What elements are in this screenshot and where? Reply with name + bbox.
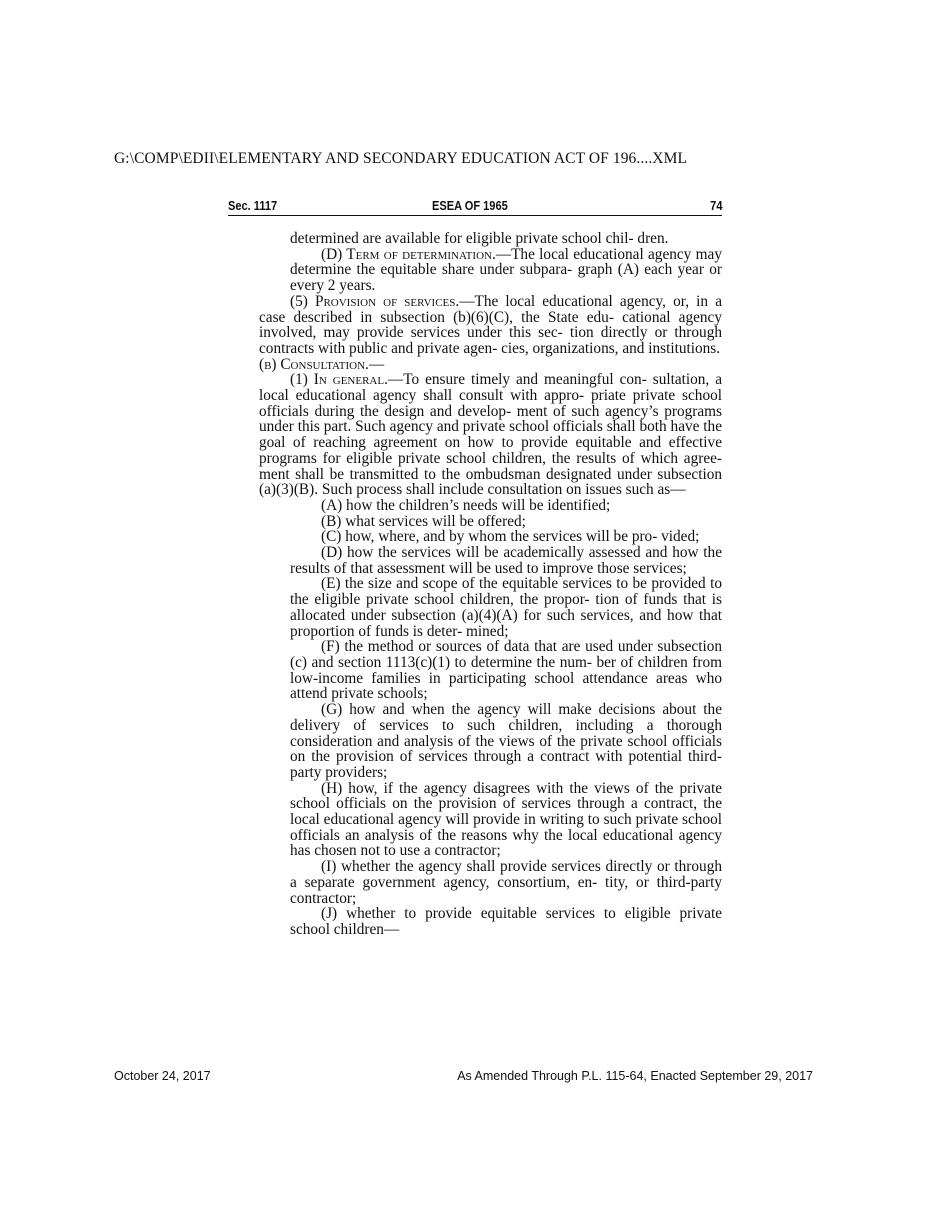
footer-amended-note: As Amended Through P.L. 115-64, Enacted September 29, 2017: [457, 1069, 813, 1083]
paragraph-consultation: (b) Consultation.—: [259, 355, 385, 373]
statute-body: [259, 231, 722, 938]
section-number: Sec. 1117: [228, 198, 278, 213]
list-item-i: (I) whether the agency shall provide services directly or through a separate government agency, consortium, en- tity, or third-party contractor;: [290, 858, 722, 907]
heading-provision-of-services: (5) Provision of services.: [290, 292, 460, 310]
heading-in-general: (1) In general.: [290, 371, 388, 389]
running-head: [228, 197, 722, 216]
paragraph-in-general: (1) In general.—To ensure timely and meaningful con- sultation, a local educational agency shall consult with appro- priate private school officials during the design and develop- ment of such agency’s programs under this part. Such agency and private school officials shall both have the goal of reaching agreement on how to provide equitable and effective programs for eligible private school children, the results of which agree- ment shall be transmitted to the ombudsman designated under subsection (a)(3)(B). Such process shall include consultation on issues such as—: [259, 371, 722, 499]
footer-date: October 24, 2017: [114, 1069, 211, 1083]
paragraph-provision-of-services: (5) Provision of services.—The local educational agency, or, in a case described in subsection (b)(6)(C), the State edu- cational agency involved, may provide services under this sec- tion directly or through contracts with public and private agen- cies, organizations, and institutions.: [259, 292, 722, 357]
list-item-j: (J) whether to provide equitable services to eligible private school children—: [290, 905, 722, 938]
heading-term-of-determination: (D) Term of determination.: [321, 245, 496, 263]
heading-consultation: (b) Consultation.: [259, 355, 369, 373]
list-item-b: (B) what services will be offered;: [321, 512, 526, 530]
list-item-d: (D) how the services will be academically assessed and how the results of that assessment will be used to improve those services;: [290, 544, 722, 577]
act-title: ESEA OF 1965: [432, 198, 508, 213]
list-item-g: (G) how and when the agency will make decisions about the delivery of services to such children, including a thorough consideration and analysis of the views of the private school officials on the provision of services through a contract with potential third-party providers;: [290, 701, 722, 781]
page-number: 74: [709, 198, 722, 213]
list-item-e: (E) the size and scope of the equitable services to be provided to the eligible private school children, the propor- tion of funds that is allocated under subsection (a)(4)(A) for such services, and how that proportion of funds is deter- mined;: [290, 575, 722, 640]
paragraph-term-of-determination: (D) Term of determination.—The local educational agency may determine the equitable share under subpara- graph (A) each year or every 2 years.: [290, 245, 722, 295]
list-item-a: (A) how the children’s needs will be identified;: [321, 496, 611, 514]
paragraph-continued: determined are available for eligible private school chil- dren.: [290, 230, 669, 247]
list-item-c: (C) how, where, and by whom the services will be pro- vided;: [321, 528, 700, 546]
list-item-h: (H) how, if the agency disagrees with the views of the private school officials on the provision of services through a contract, the local educational agency will provide in writing to such private school officials an analysis of the reasons why the local educational agency has chosen not to use a contractor;: [290, 779, 722, 860]
list-item-f: (F) the method or sources of data that are used under subsection (c) and section 1113(c)(1) to determine the num- ber of children from low-income families in participating school attendance areas who attend private schools;: [290, 638, 722, 703]
document-path: G:\COMP\EDII\ELEMENTARY AND SECONDARY EDUCATION ACT OF 196....XML: [114, 150, 688, 167]
